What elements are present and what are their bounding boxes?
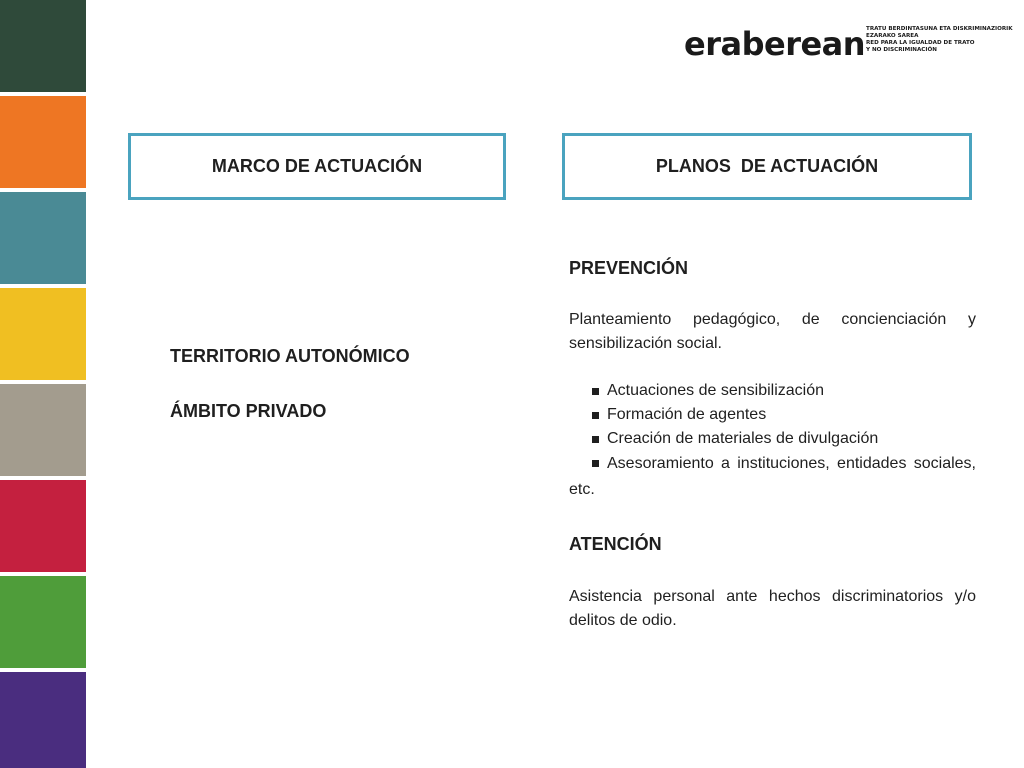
- prevention-bullet-list: [569, 379, 976, 503]
- list-item: Formación de agentes: [569, 403, 976, 427]
- attention-description: Asistencia personal ante hechos discriminatorios y/o delitos de odio.: [569, 588, 976, 629]
- framework-box: MARCO DE ACTUACIÓN: [128, 133, 506, 200]
- attention-heading: ATENCIÓN: [569, 534, 662, 554]
- prevention-heading: PREVENCIÓN: [569, 258, 689, 278]
- tagline-line-3: RED PARA LA IGUALDAD DE TRATO: [866, 40, 975, 46]
- tagline-line-4: Y NO DISCRIMINACIÓN: [866, 47, 937, 53]
- stripe-purple: [0, 672, 86, 768]
- prevention-description: Planteamiento pedagógico, de concienciación y sensibilización social.: [569, 311, 976, 352]
- color-stripe-sidebar: [0, 0, 86, 768]
- stripe-dark-green: [0, 0, 86, 92]
- action-plans-box: PLANOS DE ACTUACIÓN: [562, 133, 972, 200]
- tagline-line-1: TRATU BERDINTASUNA ETA DISKRIMINAZIORIK: [866, 26, 1013, 32]
- list-item: Actuaciones de sensibilización: [569, 379, 976, 403]
- stripe-orange: [0, 96, 86, 188]
- list-item: Asesoramiento a instituciones, entidades sociales, etc.: [569, 451, 976, 503]
- stripe-crimson: [0, 480, 86, 572]
- tagline-line-2: EZARAKO SAREA: [866, 33, 919, 39]
- territory-label: TERRITORIO AUTONÓMICO: [170, 346, 410, 366]
- logo-wordmark: eraberean: [684, 25, 866, 63]
- private-scope-label: ÁMBITO PRIVADO: [170, 401, 327, 421]
- stripe-teal: [0, 192, 86, 284]
- stripe-yellow: [0, 288, 86, 380]
- action-plans-content: [569, 0, 976, 768]
- stripe-gray: [0, 384, 86, 476]
- list-item: Creación de materiales de divulgación: [569, 427, 976, 451]
- stripe-green: [0, 576, 86, 668]
